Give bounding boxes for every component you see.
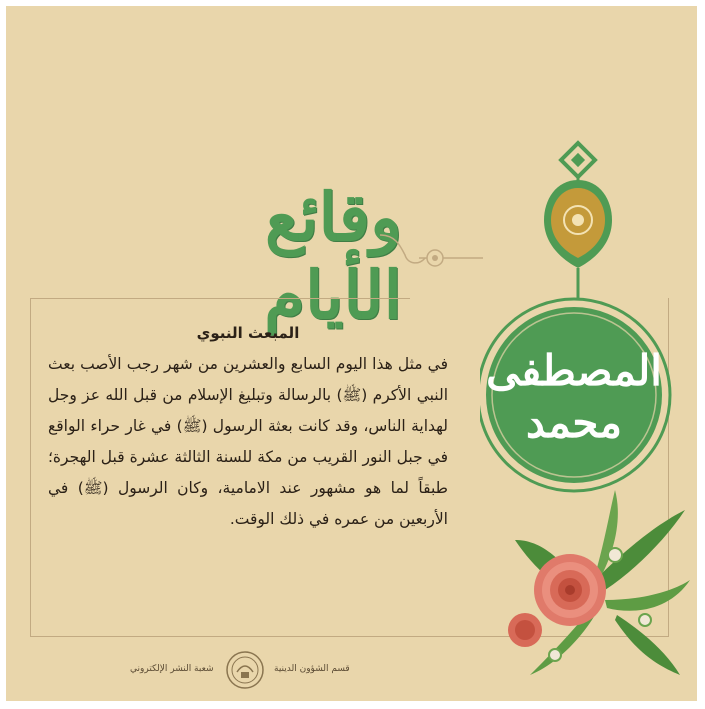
title-ornament-icon (380, 230, 490, 285)
footer-department: قسم الشؤون الدينية (274, 664, 350, 674)
emblem-line1: المصطفى (486, 346, 662, 395)
gold-medallion-icon (544, 180, 612, 268)
article-body (48, 318, 448, 535)
emblem-line2: محمد (526, 398, 622, 447)
footer (130, 650, 430, 690)
footer-division: شعبة النشر الإلكتروني (130, 664, 214, 674)
rose-bouquet-icon (495, 480, 695, 690)
page-title: وقائع الأيام (264, 178, 402, 334)
article-paragraph: في مثل هذا اليوم السابع والعشرين من شهر رجب الأصب بعث النبي الأكرم (ﷺ) بالرسالة وتبليغ الإسلام من قبل الله عز وجل لهداية الناس، وقد كانت بعثة الرسول (ﷺ) في غار حراء الواقع في جبل النور القريب من مكة للسنة الثالثة عشرة قبل الهجرة؛ طبقاً لما هو مشهور عند الامامية، وكان الرسول (ﷺ) في الأربعين من عمره في ذلك الوقت. (48, 355, 448, 528)
article-heading: المبعث النبوي (196, 324, 300, 342)
seal-logo-icon (225, 650, 265, 690)
emblem (480, 140, 680, 500)
name-circle (480, 299, 670, 491)
